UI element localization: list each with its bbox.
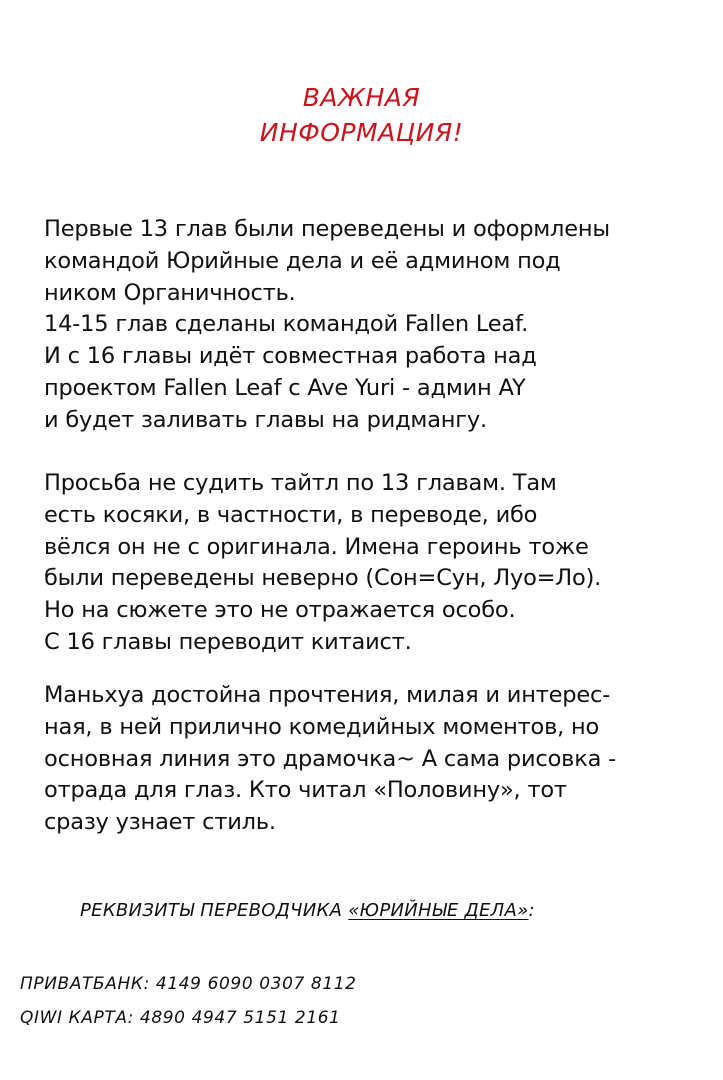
requisites-colon: : bbox=[528, 900, 535, 921]
paragraph-line: ником Органичность. bbox=[44, 279, 296, 306]
paragraph-line: Маньхуа достойна прочтения, милая и интерес- bbox=[44, 682, 611, 708]
paragraph-line: отрада для глаз. Кто читал «Половину», тот bbox=[44, 777, 567, 804]
paragraph-line: С 16 главы переводит китаист. bbox=[44, 628, 412, 655]
paragraph-line: есть косяки, в частности, в переводе, ибо bbox=[44, 501, 538, 528]
paragraph-line: ная, в ней прилично комедийных моментов, но bbox=[44, 713, 600, 740]
paragraph-line: командой Юрийные дела и её админом под bbox=[44, 247, 561, 274]
paragraph-line: и будет заливать главы на ридмангу. bbox=[44, 406, 487, 433]
translator-requisites-heading bbox=[80, 900, 535, 921]
privatbank-account: ПРИВАТБАНК: 4149 6090 0307 8112 bbox=[20, 974, 357, 994]
paragraph-line: были переведены неверно (Сон=Сун, Луо=Ло). bbox=[44, 565, 602, 592]
paragraph-line: Первые 13 глав были переведены и оформлены bbox=[44, 216, 610, 242]
paragraph-review bbox=[44, 680, 704, 839]
qiwi-card-account: QIWI КАРТА: 4890 4947 5151 2161 bbox=[20, 1008, 341, 1028]
paragraph-credits bbox=[44, 214, 704, 437]
requisites-label: РЕКВИЗИТЫ ПЕРЕВОДЧИКА bbox=[80, 900, 349, 921]
paragraph-line: И с 16 главы идёт совместная работа над bbox=[44, 343, 537, 370]
important-info-heading bbox=[0, 80, 723, 150]
paragraph-disclaimer bbox=[44, 468, 704, 659]
paragraph-line: вёлся он не с оригинала. Имена героинь тоже bbox=[44, 533, 589, 560]
paragraph-line: Просьба не судить тайтл по 13 главам. Там bbox=[44, 470, 557, 496]
paragraph-line: основная линия это драмочка~ А сама рисовка - bbox=[44, 745, 617, 772]
paragraph-line: 14-15 глав сделаны командой Fallen Leaf. bbox=[44, 311, 529, 338]
heading-line-1: ВАЖНАЯ bbox=[302, 83, 421, 112]
paragraph-line: сразу узнает стиль. bbox=[44, 809, 276, 836]
heading-line-2: ИНФОРМАЦИЯ! bbox=[259, 118, 464, 147]
team-name-link[interactable]: «ЮРИЙНЫЕ ДЕЛА» bbox=[348, 900, 529, 921]
paragraph-line: проектом Fallen Leaf с Ave Yuri - админ AY bbox=[44, 374, 526, 401]
paragraph-line: Но на сюжете это не отражается особо. bbox=[44, 597, 516, 624]
